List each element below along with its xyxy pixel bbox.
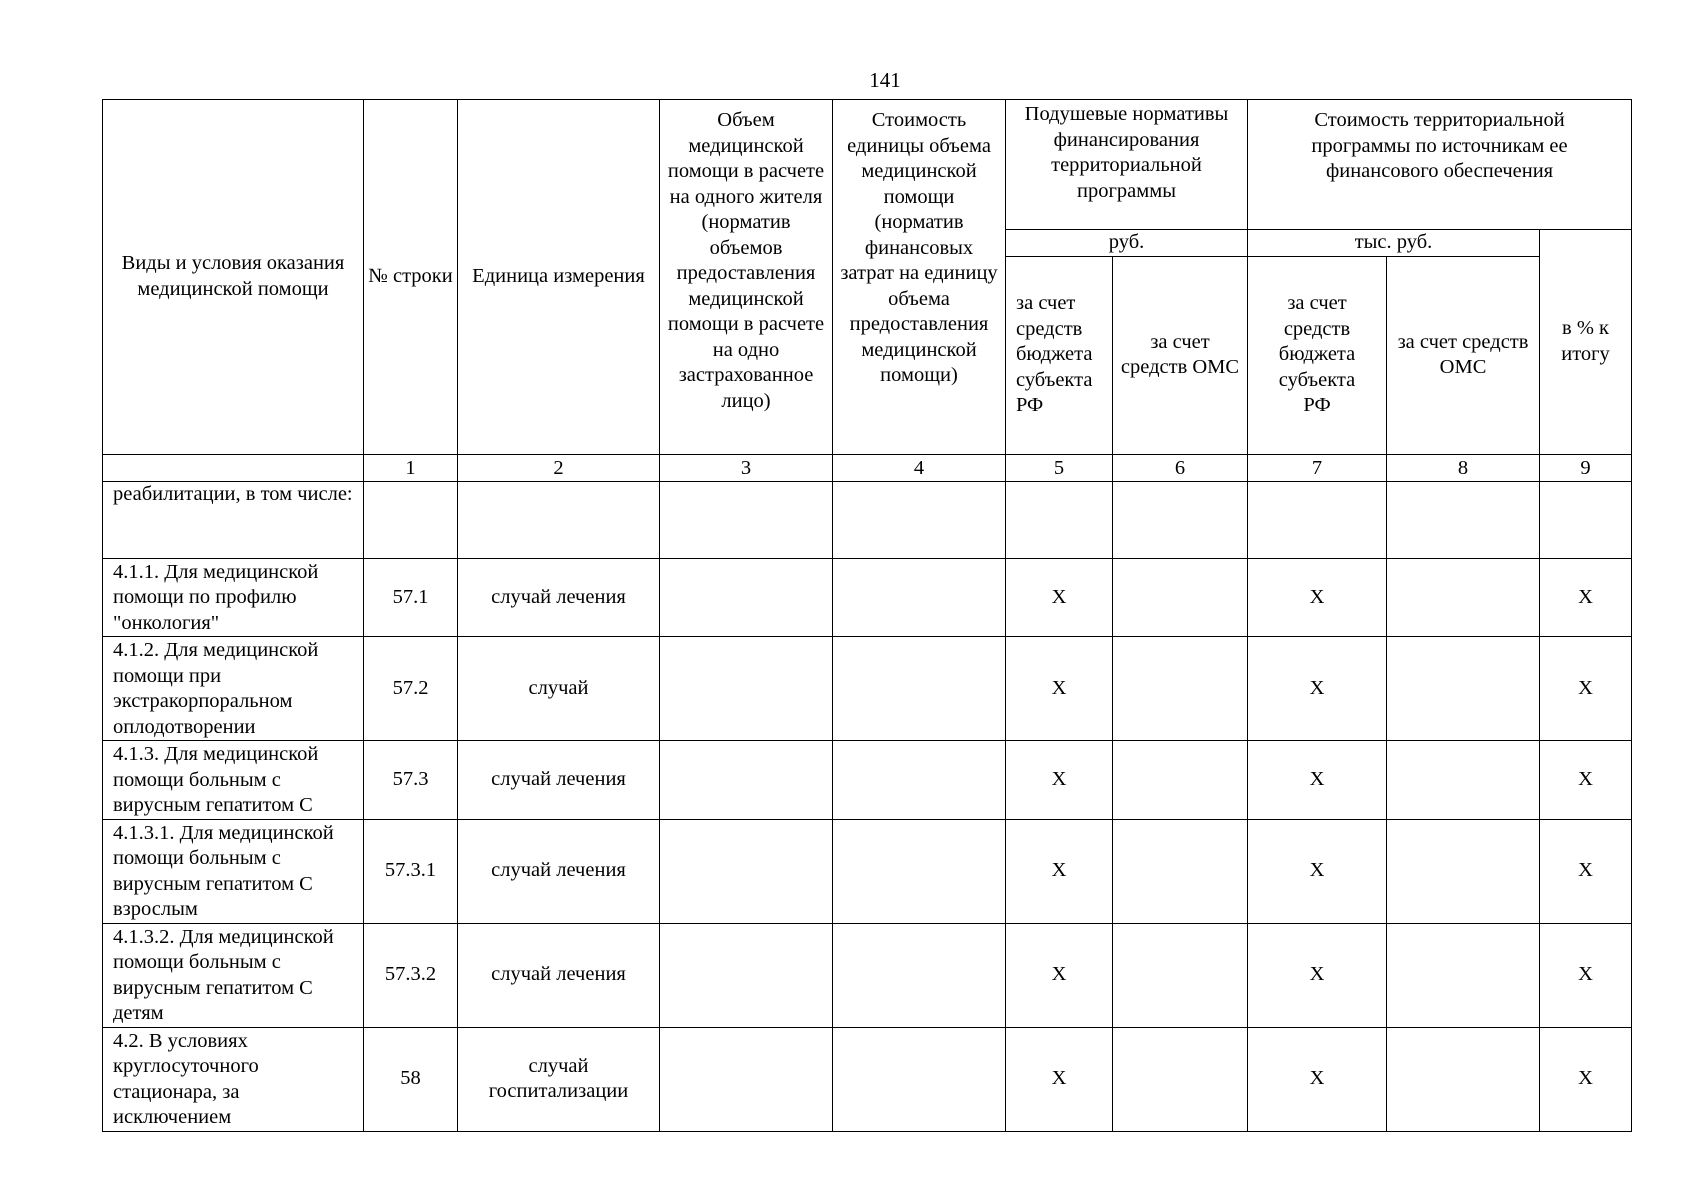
- row-unit: случай лечения: [458, 558, 660, 637]
- row-line-number: 57.3.2: [364, 923, 458, 1027]
- row-oms-rub: [1113, 1027, 1248, 1131]
- header-unit-thousand-rub: тыс. руб.: [1248, 230, 1540, 257]
- row-regional-budget-rub: Х: [1006, 741, 1113, 820]
- financing-table: [102, 99, 1632, 1132]
- row-percent: Х: [1540, 819, 1632, 923]
- table-row: [103, 923, 1632, 1027]
- header-per-capita-group: Подушевые нормативы финансирования территориальной программы: [1006, 100, 1248, 230]
- header-program-cost-group: Стоимость территориальной программы по источникам ее финансового обеспечения: [1248, 100, 1632, 230]
- row-name: 4.1.3. Для медицинской помощи больным с вирусным гепатитом С: [103, 741, 364, 820]
- row-oms-thousand: [1387, 1027, 1540, 1131]
- row-unit-cost: [833, 637, 1006, 741]
- table-row: [103, 741, 1632, 820]
- header-kinds-conditions: Виды и условия оказания медицинской помощи: [103, 100, 364, 455]
- row-percent: Х: [1540, 741, 1632, 820]
- row-volume: [660, 558, 833, 637]
- row-unit: случай лечения: [458, 741, 660, 820]
- column-number: 1: [364, 454, 458, 481]
- page-number: 141: [869, 68, 901, 92]
- row-regional-budget-thousand: [1248, 481, 1387, 558]
- column-number: [103, 454, 364, 481]
- header-unit-cost: Стоимость единицы объема медицинской помощи (норматив финансовых затрат на единицу объема предоставления медицинской помощи): [833, 100, 1006, 455]
- row-volume: [660, 819, 833, 923]
- row-unit: случай лечения: [458, 819, 660, 923]
- row-name: 4.1.3.1. Для медицинской помощи больным с вирусным гепатитом С взрослым: [103, 819, 364, 923]
- row-unit-cost: [833, 741, 1006, 820]
- row-regional-budget-rub: Х: [1006, 819, 1113, 923]
- row-unit: случай лечения: [458, 923, 660, 1027]
- row-regional-budget-thousand: Х: [1248, 558, 1387, 637]
- header-percent-of-total: в % к итогу: [1540, 230, 1632, 455]
- row-percent: Х: [1540, 923, 1632, 1027]
- table-row: [103, 481, 1632, 558]
- row-name: 4.1.1. Для медицинской помощи по профилю "онкология": [103, 558, 364, 637]
- column-number: 7: [1248, 454, 1387, 481]
- table-row: [103, 819, 1632, 923]
- header-line-number: № строки: [364, 100, 458, 455]
- row-percent: Х: [1540, 637, 1632, 741]
- row-regional-budget-rub: Х: [1006, 558, 1113, 637]
- row-unit: случай: [458, 637, 660, 741]
- row-name: 4.1.3.2. Для медицинской помощи больным с вирусным гепатитом С детям: [103, 923, 364, 1027]
- row-line-number: 57.2: [364, 637, 458, 741]
- header-unit: Единица измерения: [458, 100, 660, 455]
- row-unit-cost: [833, 923, 1006, 1027]
- row-name: 4.2. В условиях круглосуточного стационара, за исключением: [103, 1027, 364, 1131]
- header-unit-rub: руб.: [1006, 230, 1248, 257]
- row-percent: [1540, 481, 1632, 558]
- row-regional-budget-rub: [1006, 481, 1113, 558]
- column-number: 8: [1387, 454, 1540, 481]
- row-volume: [660, 923, 833, 1027]
- row-line-number: 57.3.1: [364, 819, 458, 923]
- row-regional-budget-thousand: Х: [1248, 741, 1387, 820]
- table-row: [103, 637, 1632, 741]
- header-regional-budget-thousand: за счет средств бюджета субъекта РФ: [1248, 256, 1387, 454]
- row-oms-rub: [1113, 558, 1248, 637]
- column-numbers-row: [103, 454, 1632, 481]
- row-oms-rub: [1113, 637, 1248, 741]
- row-regional-budget-rub: Х: [1006, 1027, 1113, 1131]
- row-oms-thousand: [1387, 558, 1540, 637]
- row-line-number: 57.3: [364, 741, 458, 820]
- column-number: 4: [833, 454, 1006, 481]
- row-regional-budget-thousand: Х: [1248, 923, 1387, 1027]
- row-oms-rub: [1113, 923, 1248, 1027]
- row-oms-rub: [1113, 481, 1248, 558]
- table-row: [103, 558, 1632, 637]
- row-name: реабилитации, в том числе:: [103, 481, 364, 558]
- row-oms-thousand: [1387, 741, 1540, 820]
- row-oms-thousand: [1387, 923, 1540, 1027]
- row-regional-budget-thousand: Х: [1248, 1027, 1387, 1131]
- column-number: 3: [660, 454, 833, 481]
- row-regional-budget-rub: Х: [1006, 637, 1113, 741]
- table-row: [103, 1027, 1632, 1131]
- row-regional-budget-thousand: Х: [1248, 637, 1387, 741]
- row-volume: [660, 637, 833, 741]
- row-oms-thousand: [1387, 637, 1540, 741]
- row-unit-cost: [833, 558, 1006, 637]
- row-unit-cost: [833, 481, 1006, 558]
- row-volume: [660, 741, 833, 820]
- row-oms-thousand: [1387, 481, 1540, 558]
- row-volume: [660, 481, 833, 558]
- row-name: 4.1.2. Для медицинской помощи при экстракорпоральном оплодотворении: [103, 637, 364, 741]
- row-percent: Х: [1540, 558, 1632, 637]
- header-oms-thousand: за счет средств ОМС: [1387, 256, 1540, 454]
- row-regional-budget-rub: Х: [1006, 923, 1113, 1027]
- row-percent: Х: [1540, 1027, 1632, 1131]
- header-regional-budget-rub: за счет средств бюджета субъекта РФ: [1006, 256, 1113, 454]
- header-oms-rub: за счет средств ОМС: [1113, 256, 1248, 454]
- row-regional-budget-thousand: Х: [1248, 819, 1387, 923]
- row-line-number: 57.1: [364, 558, 458, 637]
- column-number: 6: [1113, 454, 1248, 481]
- row-oms-rub: [1113, 741, 1248, 820]
- row-line-number: 58: [364, 1027, 458, 1131]
- row-volume: [660, 1027, 833, 1131]
- row-unit-cost: [833, 1027, 1006, 1131]
- header-volume: Объем медицинской помощи в расчете на одного жителя (норматив объемов предоставления медицинской помощи в расчете на одно застрахованное лицо): [660, 100, 833, 455]
- row-unit: случай госпитализации: [458, 1027, 660, 1131]
- row-unit: [458, 481, 660, 558]
- row-unit-cost: [833, 819, 1006, 923]
- row-oms-thousand: [1387, 819, 1540, 923]
- row-line-number: [364, 481, 458, 558]
- column-number: 9: [1540, 454, 1632, 481]
- column-number: 5: [1006, 454, 1113, 481]
- row-oms-rub: [1113, 819, 1248, 923]
- column-number: 2: [458, 454, 660, 481]
